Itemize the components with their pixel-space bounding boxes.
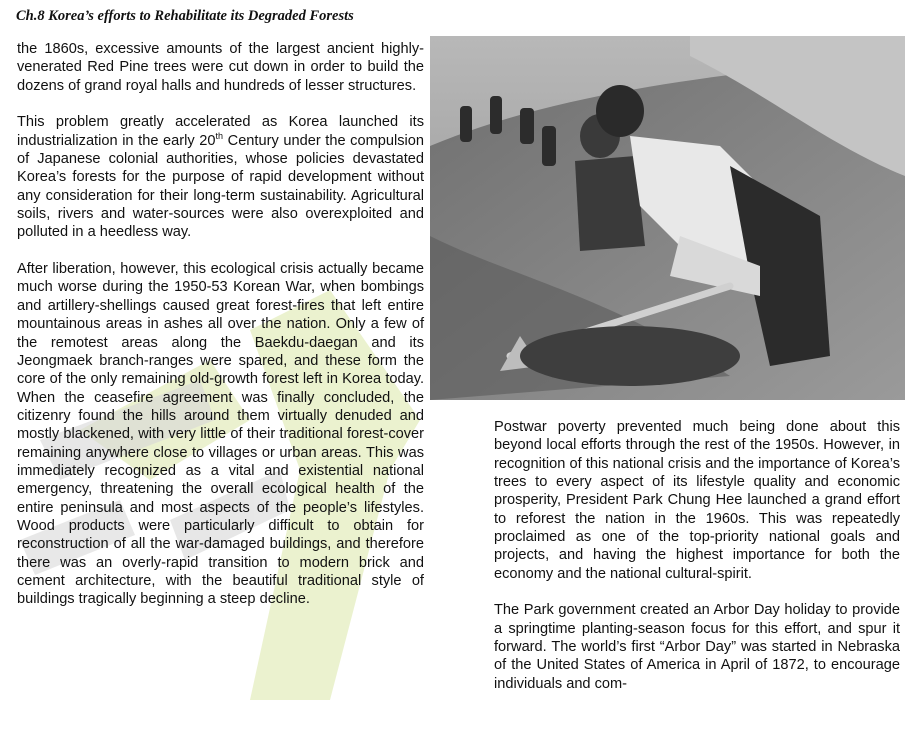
photo-graphic	[430, 36, 905, 400]
paragraph: Postwar poverty prevented much being done about this beyond local efforts through the rest of the 1950s. However, in recognition of this national crisis and the importance of Korea’s trees to every aspect of its lifestyle quality and economic prosperity, President Park Chung Hee launched a grand effort to reforest the nation in the 1960s. This was repeatedly proclaimed as one of the top-priority national goals and projects, and having the highest importance for both the economy and the national cultural-spirit.	[494, 419, 900, 582]
superscript: th	[215, 130, 224, 141]
paragraph: After liberation, however, this ecological crisis actually became much worse during the 1950-53 Korean War, when bombings and artillery-shellings caused great forest-fires that left entire mountainous areas in ashes all over the nation. Only a few of the remotest areas along the Baekdu-daegan and its Jeongmaek branch-ranges were spared, and these form the core of the only remaining old-growth forest left in Korea today. When the ceasefire agreement was finally concluded, the citizenry found the hills around them virtually denuded and mostly blackened, with very little of their traditional forest-cover remaining anywhere close to villages or urban areas. This was immediately recognized as a vital and existential national emergency, threatening the overall ecological health of the entire peninsula and most aspects of the people’s lifestyles. Wood products were particularly difficult to obtain for reconstruction of all the war-damaged buildings, and therefore there was an overly-rapid transition to modern brick and cement architecture, with the beautiful traditional style of buildings tragically beginning a steep decline.	[17, 261, 424, 608]
right-text-column	[494, 418, 900, 712]
paragraph-text: Century under the compulsion of Japanese colonial authorities, whose policies devastated Korea’s forests for the purpose of rapid development without any consideration for their long-term sustainability. Agricultural soils, rivers and water-sources were also overexploited and polluted in a heedless way.	[17, 132, 424, 241]
left-text-column	[17, 40, 424, 627]
chapter-header: Ch.8 Korea’s efforts to Rehabilitate its Degraded Forests	[16, 8, 354, 24]
paragraph	[17, 113, 424, 241]
paragraph-text: This problem greatly accelerated as Korea launched its industrialization in the early 20	[17, 114, 424, 149]
paragraph: The Park government created an Arbor Day holiday to provide a springtime planting-season focus for this effort, and spur it forward. The world’s first “Arbor Day” was started in Nebraska of the United States of America in April of 1872, to encourage individuals and com-	[494, 602, 900, 692]
men-planting-trees-photo	[430, 36, 905, 400]
paragraph: the 1860s, excessive amounts of the largest ancient highly-venerated Red Pine trees were cut down in order to build the dozens of grand royal halls and hundreds of lesser structures.	[17, 41, 424, 94]
